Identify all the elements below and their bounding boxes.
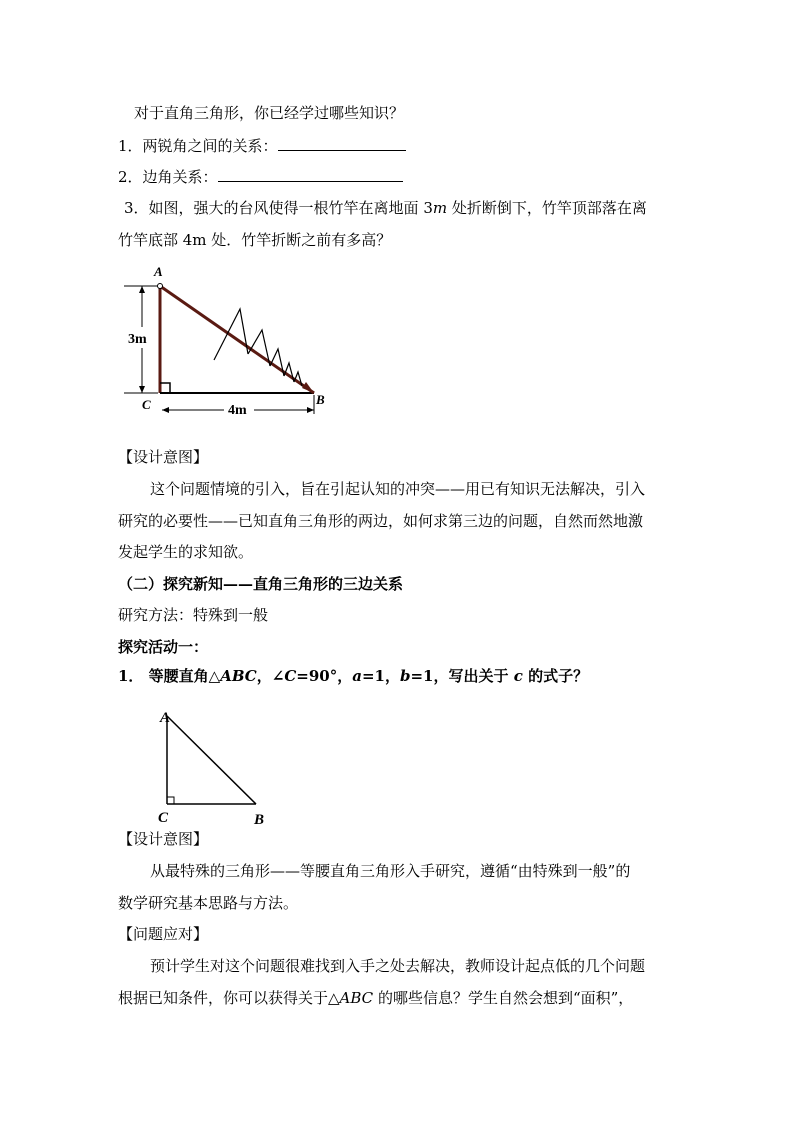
triangle-name: ABC [339, 989, 374, 1007]
section-heading-explore: （二）探究新知——直角三角形的三边关系 [118, 575, 404, 593]
question-text-h: =1，写出关于 [410, 667, 514, 685]
intro-item-3-line2: 竹竿底部 4m 处．竹竿折断之前有多高？ [118, 231, 392, 249]
design-intent-para-1-line-1: 这个问题情境的引入，旨在引起认知的冲突——用已有知识无法解决，引入 [150, 480, 646, 498]
answer-blank-1[interactable] [278, 135, 406, 151]
problem-response-para-line-2 [118, 988, 633, 1008]
design-intent-para-2-line-2: 数学研究基本思路与方法。 [118, 894, 299, 912]
activity-one-heading: 探究活动一： [118, 638, 209, 656]
design-intent-para-1-line-3: 发起学生的求知欲。 [118, 543, 254, 561]
intro-item-2 [118, 166, 403, 187]
arrow-down-icon [139, 386, 145, 393]
vertex-b-label: B [316, 392, 325, 407]
answer-blank-2[interactable] [218, 166, 403, 182]
bamboo-tip-arrow-icon [302, 382, 314, 393]
arrow-up-icon [139, 286, 145, 293]
activity-one-question [118, 666, 588, 686]
question-text-a: 1． 等腰直角△ [118, 667, 221, 685]
isosceles-right-triangle-figure [150, 704, 280, 829]
wind-spiral-icon [294, 372, 302, 386]
bamboo-figure [118, 262, 338, 422]
design-intent-para-1-line-2: 研究的必要性——已知直角三角形的两边，如何求第三边的问题，自然而然地激 [118, 512, 644, 530]
side-a-name: a [352, 667, 362, 685]
intro-item-1-text: 1．两锐角之间的关系： [118, 137, 278, 155]
problem-response-para-line-1: 预计学生对这个问题很难找到入手之处去解决，教师设计起点低的几个问题 [150, 957, 646, 975]
triangle-side-ab [167, 716, 256, 804]
bamboo-fallen-part [160, 286, 314, 393]
base-label: 4m [228, 403, 247, 418]
intro-item-3-line1 [124, 198, 647, 218]
vertex-c-label: C [142, 397, 151, 412]
problem-response-heading: 【问题应对】 [118, 925, 209, 943]
side-c-name: c [513, 667, 523, 685]
design-intent-para-2-line-1: 从最特殊的三角形——等腰直角三角形入手研究，遵循“由特殊到一般”的 [150, 862, 631, 880]
arrow-right-icon [307, 407, 314, 413]
angle-name: C [284, 667, 297, 685]
vertex-a-label: A [160, 710, 171, 726]
intro-item-2-text: 2．边角关系： [118, 168, 218, 186]
arrow-left-icon [162, 407, 169, 413]
vertex-b-label: B [254, 812, 265, 828]
height-label: 3m [128, 332, 147, 347]
intro-item-3-text-a: 3．如图，强大的台风使得一根竹竿在离地面 3 [124, 199, 433, 217]
question-text-j: 的式子？ [522, 667, 589, 685]
design-intent-heading-1: 【设计意图】 [118, 448, 209, 466]
side-b-name: b [399, 667, 411, 685]
intro-item-1 [118, 135, 406, 156]
question-text-d: =90°， [296, 667, 353, 685]
question-text-f: =1， [361, 667, 400, 685]
design-intent-heading-2: 【设计意图】 [118, 830, 209, 848]
intro-item-3-text-b: 处折断倒下，竹竿顶部落在离 [447, 199, 647, 217]
point-a-dot [158, 284, 163, 289]
research-method: 研究方法：特殊到一般 [118, 606, 269, 624]
vertex-c-label: C [158, 810, 169, 826]
triangle-name: ABC [220, 667, 257, 685]
intro-question: 对于直角三角形，你已经学过哪些知识？ [134, 104, 405, 122]
vertex-a-label: A [154, 264, 163, 279]
question-text-b: ，∠ [256, 667, 285, 685]
right-angle-marker [167, 797, 174, 804]
intro-item-3-unit: m [432, 199, 448, 217]
response-text-a: 根据已知条件，你可以获得关于△ [118, 989, 340, 1007]
response-text-b: 的哪些信息？学生自然会想到“面积”， [373, 989, 634, 1007]
